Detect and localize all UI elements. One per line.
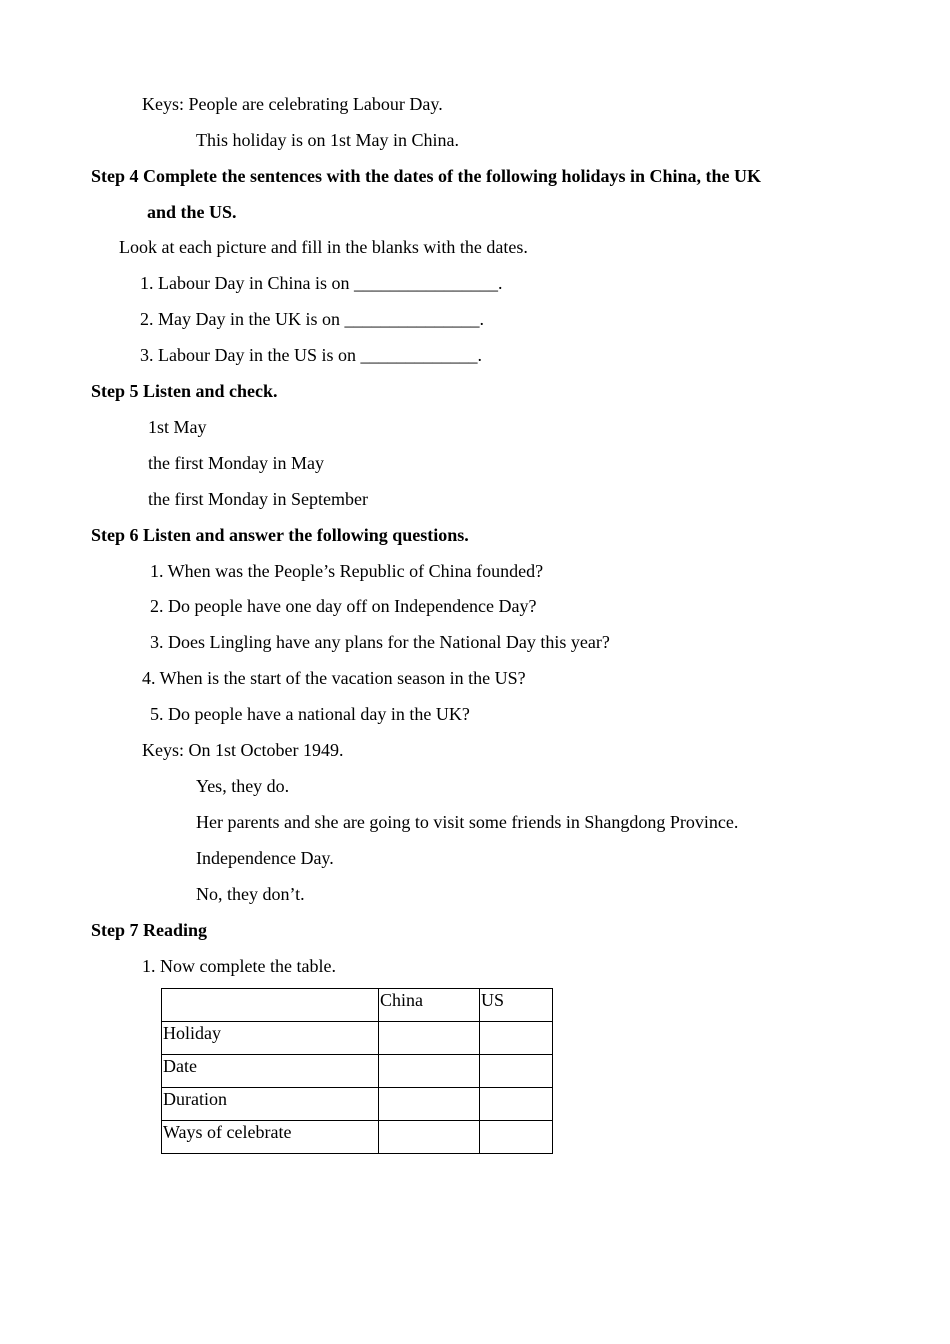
table-header-cell: US — [480, 989, 553, 1022]
table-header-cell: China — [379, 989, 480, 1022]
table-row-label: Ways of celebrate — [162, 1121, 379, 1154]
step6-heading: Step 6 Listen and answer the following questions. — [91, 525, 469, 545]
table-row — [162, 1055, 553, 1088]
step6-question: 5. Do people have a national day in the UK? — [150, 704, 470, 724]
step6-question: 3. Does Lingling have any plans for the National Day this year? — [150, 632, 610, 652]
step6-keys-label: Keys: On 1st October 1949. — [142, 740, 344, 760]
step7-heading: Step 7 Reading — [91, 920, 208, 940]
step6-key: Yes, they do. — [196, 776, 290, 796]
table-cell[interactable] — [480, 1022, 553, 1055]
step5-option: the first Monday in May — [148, 453, 324, 473]
step6-key: Independence Day. — [196, 848, 334, 868]
step5-option: 1st May — [148, 417, 207, 437]
table-cell[interactable] — [379, 1121, 480, 1154]
table-row-label: Holiday — [162, 1022, 379, 1055]
step7-instruction: 1. Now complete the table. — [142, 956, 336, 976]
table-cell[interactable] — [379, 1022, 480, 1055]
table-header-cell — [162, 989, 379, 1022]
table-header-row — [162, 989, 553, 1022]
holiday-table — [161, 988, 553, 1154]
step6-question: 2. Do people have one day off on Independence Day? — [150, 596, 537, 616]
table-row — [162, 1088, 553, 1121]
table-row-label: Date — [162, 1055, 379, 1088]
table-row-label: Duration — [162, 1088, 379, 1121]
keys-answer: This holiday is on 1st May in China. — [196, 130, 459, 150]
table-cell[interactable] — [379, 1055, 480, 1088]
step5-heading: Step 5 Listen and check. — [91, 381, 278, 401]
step4-item: 3. Labour Day in the US is on _____________. — [140, 345, 482, 365]
step4-item: 1. Labour Day in China is on ________________. — [140, 273, 503, 293]
keys-line: Keys: People are celebrating Labour Day. — [142, 94, 443, 114]
step6-question: 4. When is the start of the vacation season in the US? — [142, 668, 526, 688]
step5-option: the first Monday in September — [148, 489, 368, 509]
table-cell[interactable] — [480, 1088, 553, 1121]
step4-heading-cont: and the US. — [147, 202, 237, 222]
step4-instruction: Look at each picture and fill in the blanks with the dates. — [119, 237, 528, 257]
step4-item: 2. May Day in the UK is on _______________. — [140, 309, 484, 329]
table-cell[interactable] — [379, 1088, 480, 1121]
table-row — [162, 1022, 553, 1055]
table-cell[interactable] — [480, 1121, 553, 1154]
step6-key: No, they don’t. — [196, 884, 305, 904]
table-row — [162, 1121, 553, 1154]
step6-key: Her parents and she are going to visit some friends in Shangdong Province. — [196, 812, 739, 832]
table-cell[interactable] — [480, 1055, 553, 1088]
step6-question: 1. When was the People’s Republic of China founded? — [150, 561, 544, 581]
step4-heading: Step 4 Complete the sentences with the dates of the following holidays in China, the UK — [91, 166, 762, 186]
